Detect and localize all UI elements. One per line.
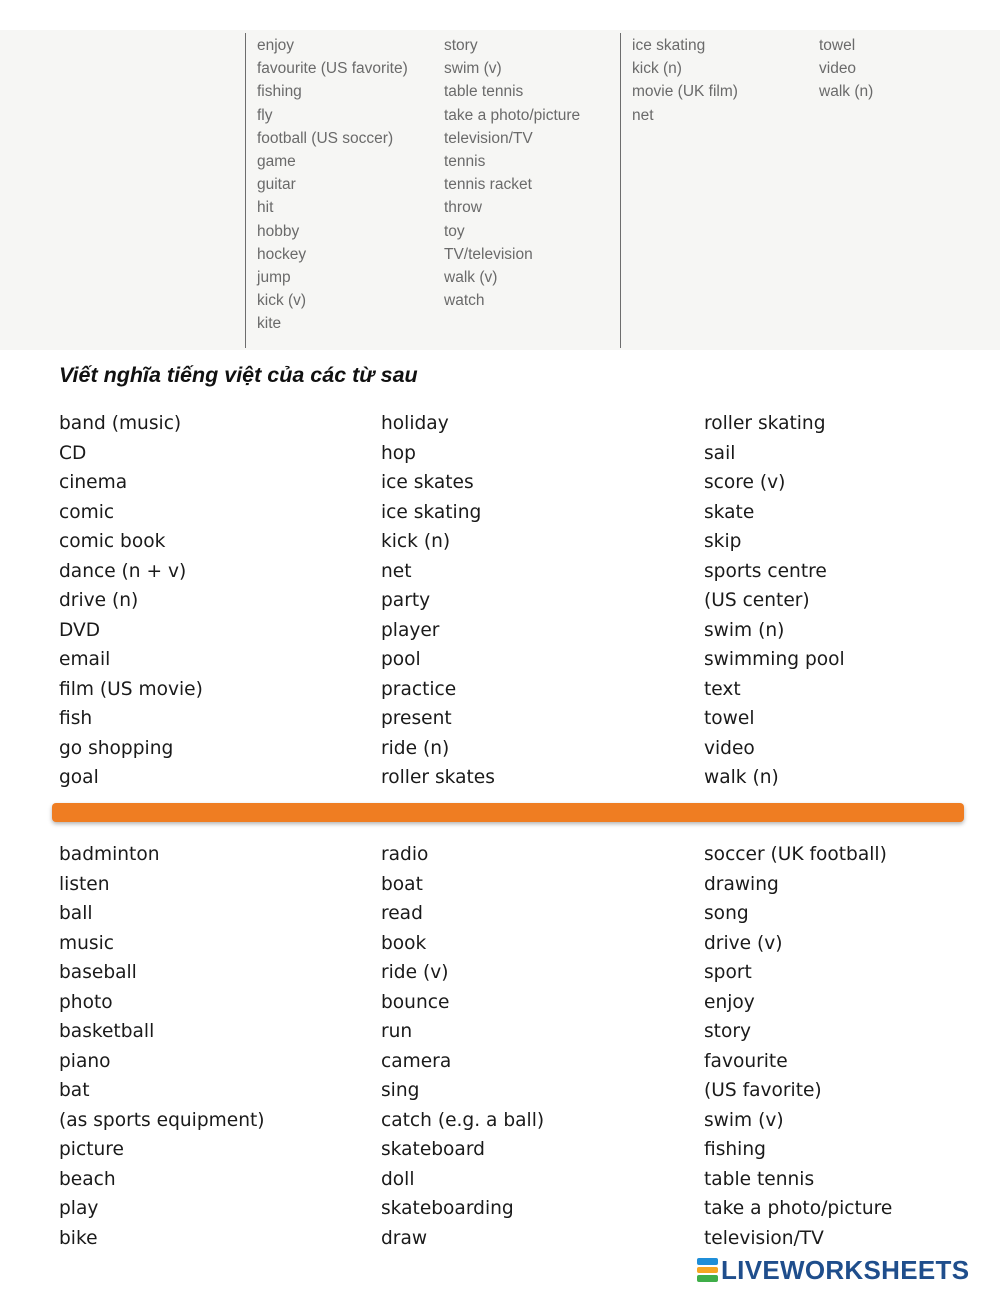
vocab-word: book [381,932,427,954]
vocab-word: swim (v) [704,1109,784,1131]
vocab-word: story [704,1021,752,1042]
section1-column-3 [704,409,845,793]
vocab-word: ride (n) [381,737,450,759]
vocab-word: skateboarding [381,1198,514,1219]
instruction-heading: Viết nghĩa tiếng việt của các từ sau [59,363,418,387]
vocab-word: video [819,60,857,78]
scan-divider-left [245,33,246,348]
vocab-word: present [381,708,452,729]
vocab-word: song [704,903,749,924]
vocab-word: swimming pool [704,649,845,670]
vocab-word: table tennis [704,1168,815,1190]
vocab-word: TV/television [444,245,533,263]
section2-column-1 [59,840,265,1253]
vocab-word: roller skating [704,413,826,434]
vocab-word: kick (v) [257,292,307,310]
vocab-word: hop [381,442,416,464]
vocab-word: towel [704,708,755,729]
vocab-word: bat [59,1080,90,1101]
vocab-word: bike [59,1227,98,1249]
vocab-word: walk (v) [444,268,498,286]
vocab-word: draw [381,1227,428,1249]
vocab-word: photo [59,991,113,1013]
vocab-word: net [381,560,412,582]
vocab-word: band (music) [59,413,182,434]
logo-text: LIVEWORKSHEETS [721,1255,970,1285]
vocab-word: skateboard [381,1139,485,1160]
vocab-word: go shopping [59,737,174,759]
vocab-word: kick (n) [632,60,682,78]
vocab-word: holiday [381,413,449,434]
vocab-word: sport [704,962,752,983]
logo-icon [697,1257,718,1283]
vocab-word: hockey [257,245,307,263]
vocab-word: drawing [704,873,779,895]
vocab-word: walk (n) [819,83,874,101]
section2-column-2 [381,840,544,1253]
vocab-word: email [59,649,111,670]
vocab-word: movie (UK film) [632,83,738,101]
vocab-word: television/TV [444,129,533,147]
logo-icon-bar [697,1267,718,1274]
vocab-word: hobby [257,222,300,240]
vocab-word: enjoy [257,37,295,54]
vocab-word: roller skates [381,767,495,788]
vocab-word: football (US soccer) [257,129,394,147]
vocab-word: basketball [59,1021,155,1042]
vocab-word: sports centre [704,560,827,582]
vocab-word: picture [59,1139,124,1160]
vocab-word: boat [381,873,423,895]
logo-icon-bar [697,1258,718,1265]
scanned-vocab-box [0,30,1000,350]
vocab-word: towel [819,37,856,54]
vocab-word: beach [59,1168,116,1190]
vocab-word: piano [59,1050,111,1072]
vocab-word: take a photo/picture [444,106,581,124]
vocab-word: fishing [257,83,302,101]
scan-divider-middle [620,33,621,348]
orange-divider [52,803,964,822]
vocab-word: camera [381,1050,452,1072]
vocab-word: watch [444,292,485,310]
vocab-word: fish [59,708,93,729]
vocab-word: text [704,678,741,700]
vocab-word: take a photo/picture [704,1198,893,1219]
vocab-word: net [632,106,654,124]
vocab-word: toy [444,222,465,240]
vocab-word: ride (v) [381,962,449,983]
vocab-word: film (US movie) [59,678,203,700]
vocab-word: CD [59,442,87,464]
vocab-word: DVD [59,619,101,641]
vocab-word: ice skating [381,501,482,523]
vocab-word: favourite (US favorite) [257,60,408,78]
liveworksheets-logo [697,1255,969,1285]
logo-icon-bar [697,1275,718,1282]
vocab-word: player [381,619,440,641]
vocab-word: doll [381,1168,415,1190]
vocab-word: run [381,1021,413,1042]
scan-column-4 [819,34,873,104]
vocab-word: video [704,737,755,759]
vocab-word: enjoy [704,991,755,1013]
vocab-word: goal [59,767,99,788]
vocab-word: bounce [381,991,450,1013]
vocab-word: skate [704,501,755,523]
vocab-word: drive (n) [59,590,139,611]
vocab-word: dance (n + v) [59,560,187,582]
vocab-word: (US favorite) [704,1080,822,1101]
vocab-word: radio [381,844,429,865]
vocab-word: (as sports equipment) [59,1109,265,1131]
vocab-word: favourite [704,1050,788,1072]
vocab-word: swim (v) [444,60,502,78]
vocab-word: skip [704,531,742,552]
vocab-word: music [59,932,114,954]
vocab-word: fly [257,106,273,124]
vocab-word: hit [257,199,274,217]
vocab-word: swim (n) [704,619,785,641]
vocab-word: guitar [257,176,296,194]
vocab-word: kite [257,315,282,333]
vocab-word: cinema [59,472,128,493]
vocab-word: party [381,590,431,611]
vocab-word: (US center) [704,590,810,611]
vocab-word: game [257,152,296,170]
vocab-word: sail [704,442,736,464]
vocab-word: tennis racket [444,176,532,194]
vocab-word: jump [257,268,291,286]
vocab-word: badminton [59,844,160,865]
vocab-word: comic book [59,531,166,552]
vocab-word: read [381,903,423,924]
vocab-word: kick (n) [381,531,451,552]
section2-column-3 [704,840,892,1253]
vocab-word: fishing [704,1139,766,1160]
scan-column-1 [257,34,408,335]
vocab-word: sing [381,1080,420,1101]
vocab-word: walk (n) [704,767,779,788]
vocab-word: catch (e.g. a ball) [381,1109,545,1131]
vocab-word: table tennis [444,83,524,101]
vocab-word: play [59,1198,99,1219]
vocab-word: soccer (UK football) [704,844,887,865]
vocab-word: comic [59,501,115,523]
vocab-word: story [444,37,478,54]
vocab-word: ice skating [632,37,706,54]
vocab-word: ball [59,903,93,924]
vocab-word: score (v) [704,472,786,493]
vocab-word: ice skates [381,472,474,493]
scan-column-3 [632,34,738,127]
vocab-word: listen [59,873,110,895]
vocab-word: drive (v) [704,932,783,954]
section1-column-1 [59,409,203,793]
vocab-word: practice [381,678,457,700]
vocab-word: pool [381,649,421,670]
vocab-word: television/TV [704,1227,824,1249]
scan-column-2 [444,34,580,312]
section1-column-2 [381,409,495,793]
vocab-word: baseball [59,962,137,983]
vocab-word: throw [444,199,482,217]
vocab-word: tennis [444,152,486,170]
